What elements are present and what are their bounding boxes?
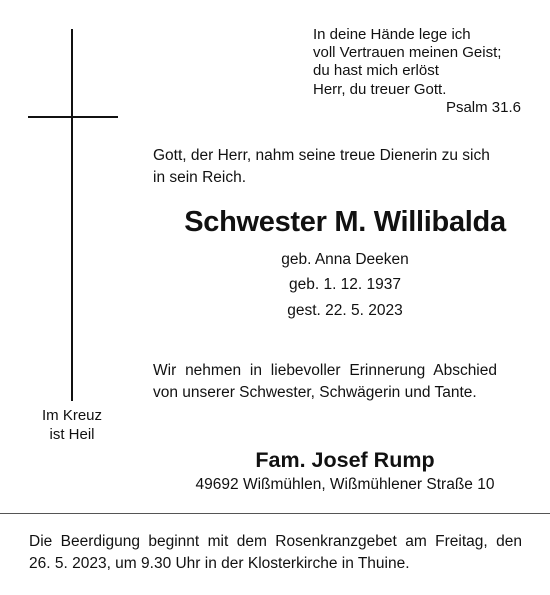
quote-line: In deine Hände lege ich (313, 26, 471, 43)
intro-line: Gott, der Herr, nahm seine treue Dienerin zu sich (153, 147, 490, 164)
intro-text (153, 145, 533, 189)
quote-line: du hast mich erlöst (313, 62, 439, 80)
family-name: Fam. Josef Rump (255, 448, 435, 472)
quote-reference: Psalm 31.6 (445, 98, 521, 116)
birth-date: geb. 1. 12. 1937 (288, 276, 402, 293)
family-address: 49692 Wißmühlen, Wißmühlener Straße 10 (195, 476, 495, 493)
cross-icon (71, 29, 73, 401)
farewell-line: von unserer Schwester, Schwägerin und Tante. (153, 384, 477, 401)
farewell-line: Wir nehmen in liebevoller Erinnerung Abschied (153, 362, 497, 379)
deceased-name: Schwester M. Willibalda (184, 206, 506, 238)
cross-caption (22, 406, 122, 444)
divider (0, 513, 550, 514)
quote-line: Herr, du treuer Gott. (313, 80, 447, 98)
cross-icon-crossbar (28, 116, 118, 118)
intro-line: in sein Reich. (153, 169, 247, 186)
quote-line: voll Vertrauen meinen Geist; (313, 44, 502, 62)
funeral-line: 26. 5. 2023, um 9.30 Uhr in der Klosterkirche in Thuine. (29, 555, 410, 572)
psalm-quote (313, 26, 528, 117)
funeral-info (29, 531, 522, 575)
funeral-line: Die Beerdigung beginnt mit dem Rosenkranzgebet am Freitag, den (29, 533, 522, 550)
farewell-text (153, 360, 497, 404)
birth-name: geb. Anna Deeken (281, 251, 409, 268)
cross-caption-line: Im Kreuz (41, 407, 102, 424)
death-date: gest. 22. 5. 2023 (287, 302, 403, 319)
cross-caption-line: ist Heil (49, 426, 95, 443)
